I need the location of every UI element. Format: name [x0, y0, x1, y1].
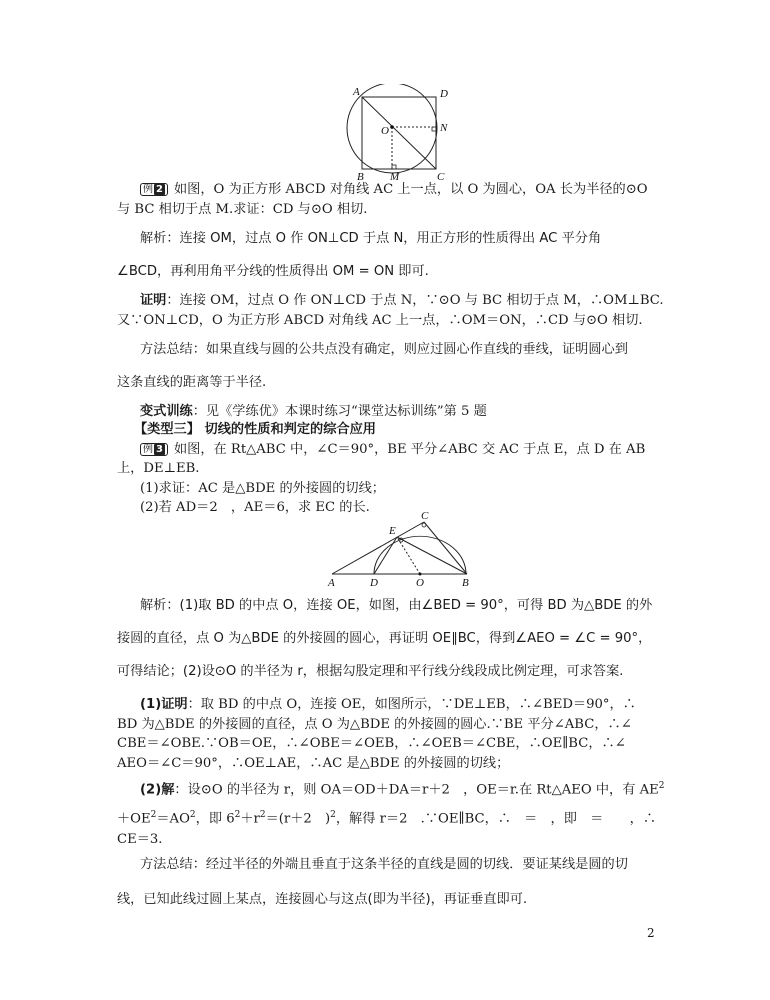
proof-3-part-2-line-3: CE＝3.: [117, 832, 163, 847]
label-b: B: [462, 577, 469, 588]
example-2-line-1: 例 2 如图，O 为正方形 ABCD 对角线 AC 上一点，以 O 为圆心，OA 长为半径的⊙O: [140, 180, 648, 200]
example-3-badge: 例 3: [140, 443, 168, 456]
page-number: 2: [647, 926, 655, 940]
proof-3-part-1-label: (1)证明: [140, 697, 188, 712]
figure-square-circle: [340, 84, 460, 180]
segment-eb: [397, 537, 467, 574]
analysis-2-line-2: ∠BCD，再利用角平分线的性质得出 OM = ON 即可.: [117, 264, 429, 279]
label-a: A: [353, 86, 360, 98]
right-angle-n: [432, 127, 436, 131]
segment-ac: [332, 522, 424, 574]
summary-3-line-2: 线，已知此线过圆上某点，连接圆心与这点(即为半径)，再证垂直即可.: [117, 892, 528, 907]
proof-2-line-2: 又∵ON⊥CD，O 为正方形 ABCD 对角线 AC 上一点，∴OM＝ON，∴CD 与⊙O 相切.: [117, 313, 643, 328]
label-a: A: [328, 577, 335, 588]
label-c: C: [421, 510, 429, 522]
example-2-badge: 例 2: [140, 183, 168, 196]
proof-3-part-1-line-1: (1)证明：取 BD 的中点 O，连接 OE，如图所示，∵DE⊥EB，∴∠BED＝90°，∴: [140, 697, 636, 712]
label-c: C: [437, 171, 445, 180]
proof-2-line-1: 证明：连接 OM，过点 O 作 ON⊥CD 于点 N，∵⊙O 与 BC 相切于点 M，∴OM⊥BC.: [140, 293, 664, 308]
segment-cb: [424, 522, 467, 574]
analysis-3-line-1: 解析：(1)取 BD 的中点 O，连接 OE，如图，由∠BED = 90°，可得 BD 为△BDE 的外: [140, 598, 653, 613]
right-angle-mark-c: [422, 523, 426, 527]
proof-3-part-2-label: (2)解: [140, 782, 175, 798]
point-o: [419, 573, 422, 576]
variant-training: 变式训练：见《学练优》本课时练习“课堂达标训练”第 5 题: [140, 404, 487, 419]
example-3-question-1: (1)求证：AC 是△BDE 的外接圆的切线；: [140, 481, 385, 496]
label-o: O: [381, 125, 389, 137]
analysis-3-line-2: 接圆的直径，点 O 为△BDE 的外接圆的圆心，再证明 OE∥BC，得到∠AEO = ∠C = 90°，: [117, 631, 652, 646]
proof-3-part-2-line-1: (2)解：设⊙O 的半径为 r，则 OA＝OD＋DA＝r＋2 ，OE＝r.在 Rt△AEO 中，有 $AE^2$: [140, 781, 665, 798]
summary-2-line-1: 方法总结：如果直线与圆的公共点没有确定，则应过圆心作直线的垂线，证明圆心到: [140, 342, 628, 357]
summary-3-line-1: 方法总结：经过半径的外端且垂直于这条半径的直线是圆的切线．要证某线是圆的切: [140, 857, 628, 872]
center-point-o: [390, 125, 394, 129]
type-3-heading: 【类型三】 切线的性质和判定的综合应用: [134, 422, 376, 437]
proof-3-part-2-line-2: $+OE^2=AO^2$，即 $6^2+r^2=(r+2$ )$^2$，解得 r＝2 .∵OE∥BC，∴ ＝ ，即 ＝ ，∴: [117, 810, 657, 827]
proof-3-part-1-line-2: BD 为△BDE 的外接圆的直径，点 O 为△BDE 的外接圆的圆心.∵BE 平分∠ABC，∴∠: [117, 717, 632, 732]
variant-label: 变式训练: [140, 404, 193, 419]
proof-3-part-1-line-4: AEO＝∠C＝90°，∴OE⊥AE，∴AC 是△BDE 的外接圆的切线；: [117, 756, 510, 771]
proof-2-label: 证明: [140, 293, 167, 308]
label-o: O: [416, 577, 424, 588]
analysis-3-line-3: 可得结论；(2)设⊙O 的半径为 r，根据勾股定理和平行线分线段成比例定理，可求答案.: [117, 664, 624, 679]
label-m: M: [390, 171, 400, 180]
example-3-question-2: (2)若 AD＝2 ，AE＝6，求 EC 的长.: [140, 500, 370, 515]
label-d: D: [370, 577, 378, 588]
label-e: E: [389, 525, 396, 537]
label-n: N: [440, 122, 448, 134]
label-d: D: [440, 88, 448, 100]
summary-2-line-2: 这条直线的距离等于半径.: [117, 375, 267, 390]
example-3-line-2: 上，DE⊥EB.: [117, 461, 200, 476]
example-3-line-1: 例 3 如图，在 Rt△ABC 中，∠C＝90°，BE 平分∠ABC 交 AC 于点 E，点 D 在 AB: [140, 440, 645, 460]
figure-triangle-semicircle: [322, 510, 482, 588]
proof-3-part-1-line-3: CBE＝∠OBE.∵OB＝OE，∴∠OBE＝∠OEB，∴∠OEB＝∠CBE，∴OE∥BC，∴∠: [117, 736, 626, 751]
diagonal-ac: [362, 97, 436, 169]
analysis-2-line-1: 解析：连接 OM，过点 O 作 ON⊥CD 于点 N，用正方形的性质得出 AC 平分角: [140, 231, 602, 246]
right-angle-m: [392, 165, 396, 169]
example-2-line-2: 与 BC 相切于点 M.求证：CD 与⊙O 相切.: [117, 202, 368, 217]
label-b: B: [357, 171, 364, 180]
